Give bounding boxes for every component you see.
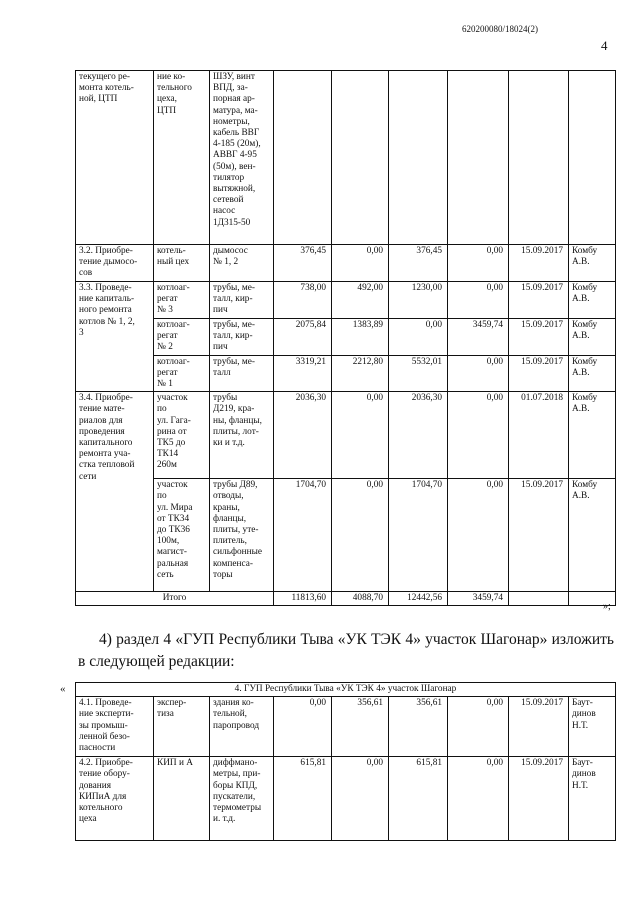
table-cell: 492,00 (332, 282, 389, 319)
table-cell: экспер- тиза (154, 697, 210, 757)
table-cell (274, 71, 332, 245)
table-cell: 15.09.2017 (509, 697, 569, 757)
table-cell (569, 71, 616, 245)
table-row (76, 697, 616, 757)
table-cell: 15.09.2017 (509, 245, 569, 282)
table-cell: 356,61 (389, 697, 448, 757)
total-value: 11813,60 (274, 592, 332, 606)
table-cell: 15.09.2017 (509, 757, 569, 841)
table-row (76, 318, 616, 355)
table-cell: 0,00 (448, 697, 509, 757)
table-cell: ШЗУ, винт ВПД, за- порная ар- матура, ма- нометры, кабель ВВГ 4-185 (20м), АВВГ 4-95 (50м), вен- тилятор вытяжной, сетевой насос 1Д315-50 (210, 71, 274, 245)
table-cell: 0,00 (448, 245, 509, 282)
table-cell: 15.09.2017 (509, 318, 569, 355)
opening-quote: « (60, 683, 66, 695)
table-cell: 3459,74 (448, 318, 509, 355)
table-cell: 15.09.2017 (509, 355, 569, 392)
table-cell: здания ко- тельной, паропровод (210, 697, 274, 757)
paragraph-line: 4) раздел 4 «ГУП Республики Тыва «УК ТЭК 4» участок Шагонар» изложить (99, 631, 614, 648)
table-total-row (76, 592, 616, 606)
table-cell: дымосос № 1, 2 (210, 245, 274, 282)
table-cell: 5532,01 (389, 355, 448, 392)
table-row (76, 757, 616, 841)
table-cell: 2212,80 (332, 355, 389, 392)
table-cell: Комбу А.В. (569, 282, 616, 319)
table-cell: котель- ный цех (154, 245, 210, 282)
table-cell: 0,00 (448, 479, 509, 592)
total-value: 4088,70 (332, 592, 389, 606)
table-cell: Комбу А.В. (569, 355, 616, 392)
closing-quote: »; (603, 601, 611, 612)
table-cell: 2036,30 (389, 392, 448, 479)
table-cell (389, 71, 448, 245)
table-cell: 0,00 (332, 392, 389, 479)
table-cell: 615,81 (274, 757, 332, 841)
table-cell: котлоаг- регат № 3 (154, 282, 210, 319)
table-cell: трубы, ме- талл, кир- пич (210, 318, 274, 355)
table-cell: 0,00 (274, 697, 332, 757)
table-cell: ние ко- тельного цеха, ЦТП (154, 71, 210, 245)
table-cell: Комбу А.В. (569, 479, 616, 592)
table-cell: 0,00 (332, 479, 389, 592)
table-row (76, 355, 616, 392)
table-cell: трубы, ме- талл (210, 355, 274, 392)
page-number: 4 (601, 38, 608, 53)
table-cell: 01.07.2018 (509, 392, 569, 479)
table-cell: 2075,84 (274, 318, 332, 355)
table-cell: трубы, ме- талл, кир- пич (210, 282, 274, 319)
table-cell: 1704,70 (274, 479, 332, 592)
table-cell: трубы Д219, кра- ны, фланцы, плиты, лот- ки и т.д. (210, 392, 274, 479)
table-cell: 15.09.2017 (509, 479, 569, 592)
table-cell: участок по ул. Гага- рина от ТК5 до ТК14 260м (154, 392, 210, 479)
table-row (76, 392, 616, 479)
table-cell: 3319,21 (274, 355, 332, 392)
table-cell: 2036,30 (274, 392, 332, 479)
table-cell: 4.2. Приобре- тение обору- дования КИПиА для котельного цеха (76, 757, 154, 841)
table-cell: 1230,00 (389, 282, 448, 319)
table-cell: 738,00 (274, 282, 332, 319)
document-number: 620200080/18024(2) (462, 24, 538, 34)
table-cell: 615,81 (389, 757, 448, 841)
table-cell: Баут- динов Н.Т. (569, 757, 616, 841)
table-row (76, 479, 616, 592)
table-cell: 3.2. Приобре- тение дымосо- сов (76, 245, 154, 282)
table-cell: 4.1. Проведе- ние эксперти- зы промыш- ленной безо- пасности (76, 697, 154, 757)
table-cell: 0,00 (448, 392, 509, 479)
table-cell: трубы Д89, отводы, краны, фланцы, плиты, уте- плитель, сильфонные компенса- торы (210, 479, 274, 592)
table-cell: Комбу А.В. (569, 245, 616, 282)
table-cell: 15.09.2017 (509, 282, 569, 319)
table-cell: 376,45 (274, 245, 332, 282)
table-cell: Комбу А.В. (569, 318, 616, 355)
table-cell: Баут- динов Н.Т. (569, 697, 616, 757)
table-cell: 0,00 (448, 282, 509, 319)
table-cell: 0,00 (448, 757, 509, 841)
table-cell: 0,00 (389, 318, 448, 355)
table-cell: участок по ул. Мира от ТК34 до ТК36 100м, магист- ральная сеть (154, 479, 210, 592)
table-cell (509, 592, 569, 606)
table-cell: котлоаг- регат № 2 (154, 318, 210, 355)
table-cell: 1704,70 (389, 479, 448, 592)
table-cell: 0,00 (332, 757, 389, 841)
table-cell: 376,45 (389, 245, 448, 282)
table-cell (509, 71, 569, 245)
section-title: 4. ГУП Республики Тыва «УК ТЭК 4» участок Шагонар (76, 683, 616, 697)
table-cell: котлоаг- регат № 1 (154, 355, 210, 392)
table-cell: 0,00 (332, 245, 389, 282)
table-cell (332, 71, 389, 245)
total-value: 12442,56 (389, 592, 448, 606)
table-cell: 3.4. Приобре- тение мате- риалов для проведения капитального ремонта уча- стка тепловой сети (76, 392, 154, 592)
paragraph-line: в следующей редакции: (78, 653, 235, 670)
table-cell: 3.3. Проведе- ние капиталь- ного ремонта котлов № 1, 2, 3 (76, 282, 154, 392)
total-value: 3459,74 (448, 592, 509, 606)
table-cell (448, 71, 509, 245)
table-header-row (76, 683, 616, 697)
section-4-table (75, 682, 616, 841)
section-3-table (75, 70, 616, 606)
total-label: Итого (76, 592, 274, 606)
table-cell: КИП и А (154, 757, 210, 841)
table-cell: 356,61 (332, 697, 389, 757)
amendment-paragraph (78, 629, 614, 673)
table-cell: 0,00 (448, 355, 509, 392)
table-row (76, 245, 616, 282)
table-row (76, 71, 616, 245)
table-cell: Комбу А.В. (569, 392, 616, 479)
table-cell: 1383,89 (332, 318, 389, 355)
table-cell: диффмано- метры, при- боры КПД, пускатели, термометры и. т.д. (210, 757, 274, 841)
table-cell: текущего ре- монта котель- ной, ЦТП (76, 71, 154, 245)
table-row (76, 282, 616, 319)
